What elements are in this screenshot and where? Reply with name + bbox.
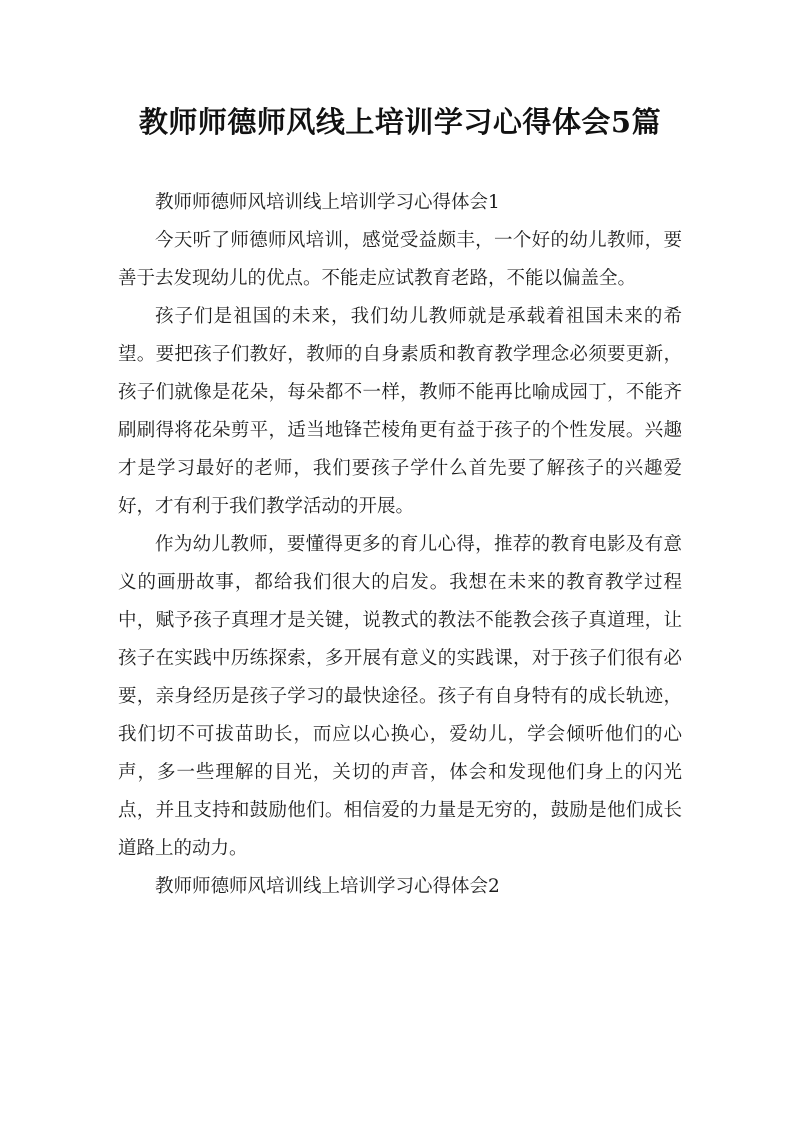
document-body <box>118 184 682 906</box>
body-paragraph-1: 今天听了师德师风培训，感觉受益颇丰，一个好的幼儿教师，要善于去发现幼儿的优点。不能走应试教育老路，不能以偏盖全。 <box>118 230 682 289</box>
document-title: 教师师德师风线上培训学习心得体会5篇 <box>138 105 662 139</box>
body-paragraph-2: 孩子们是祖国的未来，我们幼儿教师就是承载着祖国未来的希望。要把孩子们教好，教师的自身素质和教育教学理念必须要更新，孩子们就像是花朵，每朵都不一样，教师不能再比喻成园丁，不能齐刷刷得将花朵剪平，适当地锋芒棱角更有益于孩子的个性发展。兴趣才是学习最好的老师，我们要孩子学什么首先要了解孩子的兴趣爱好，才有利于我们教学活动的开展。 <box>118 306 682 517</box>
section-heading-2: 教师师德师风培训线上培训学习心得体会2 <box>155 876 500 897</box>
body-paragraph-3: 作为幼儿教师，要懂得更多的育儿心得，推荐的教育电影及有意义的画册故事，都给我们很大的启发。我想在未来的教育教学过程中，赋予孩子真理才是关键，说教式的教法不能教会孩子真道理，让孩子在实践中历练探索，多开展有意义的实践课，对于孩子们很有必要，亲身经历是孩子学习的最快途径。孩子有自身特有的成长轨迹，我们切不可拔苗助长，而应以心换心，爱幼儿，学会倾听他们的心声，多一些理解的目光，关切的声音，体会和发现他们身上的闪光点，并且支持和鼓励他们。相信爱的力量是无穷的，鼓励是他们成长道路上的动力。 <box>118 534 682 859</box>
section-heading-1: 教师师德师风培训线上培训学习心得体会1 <box>155 192 500 213</box>
